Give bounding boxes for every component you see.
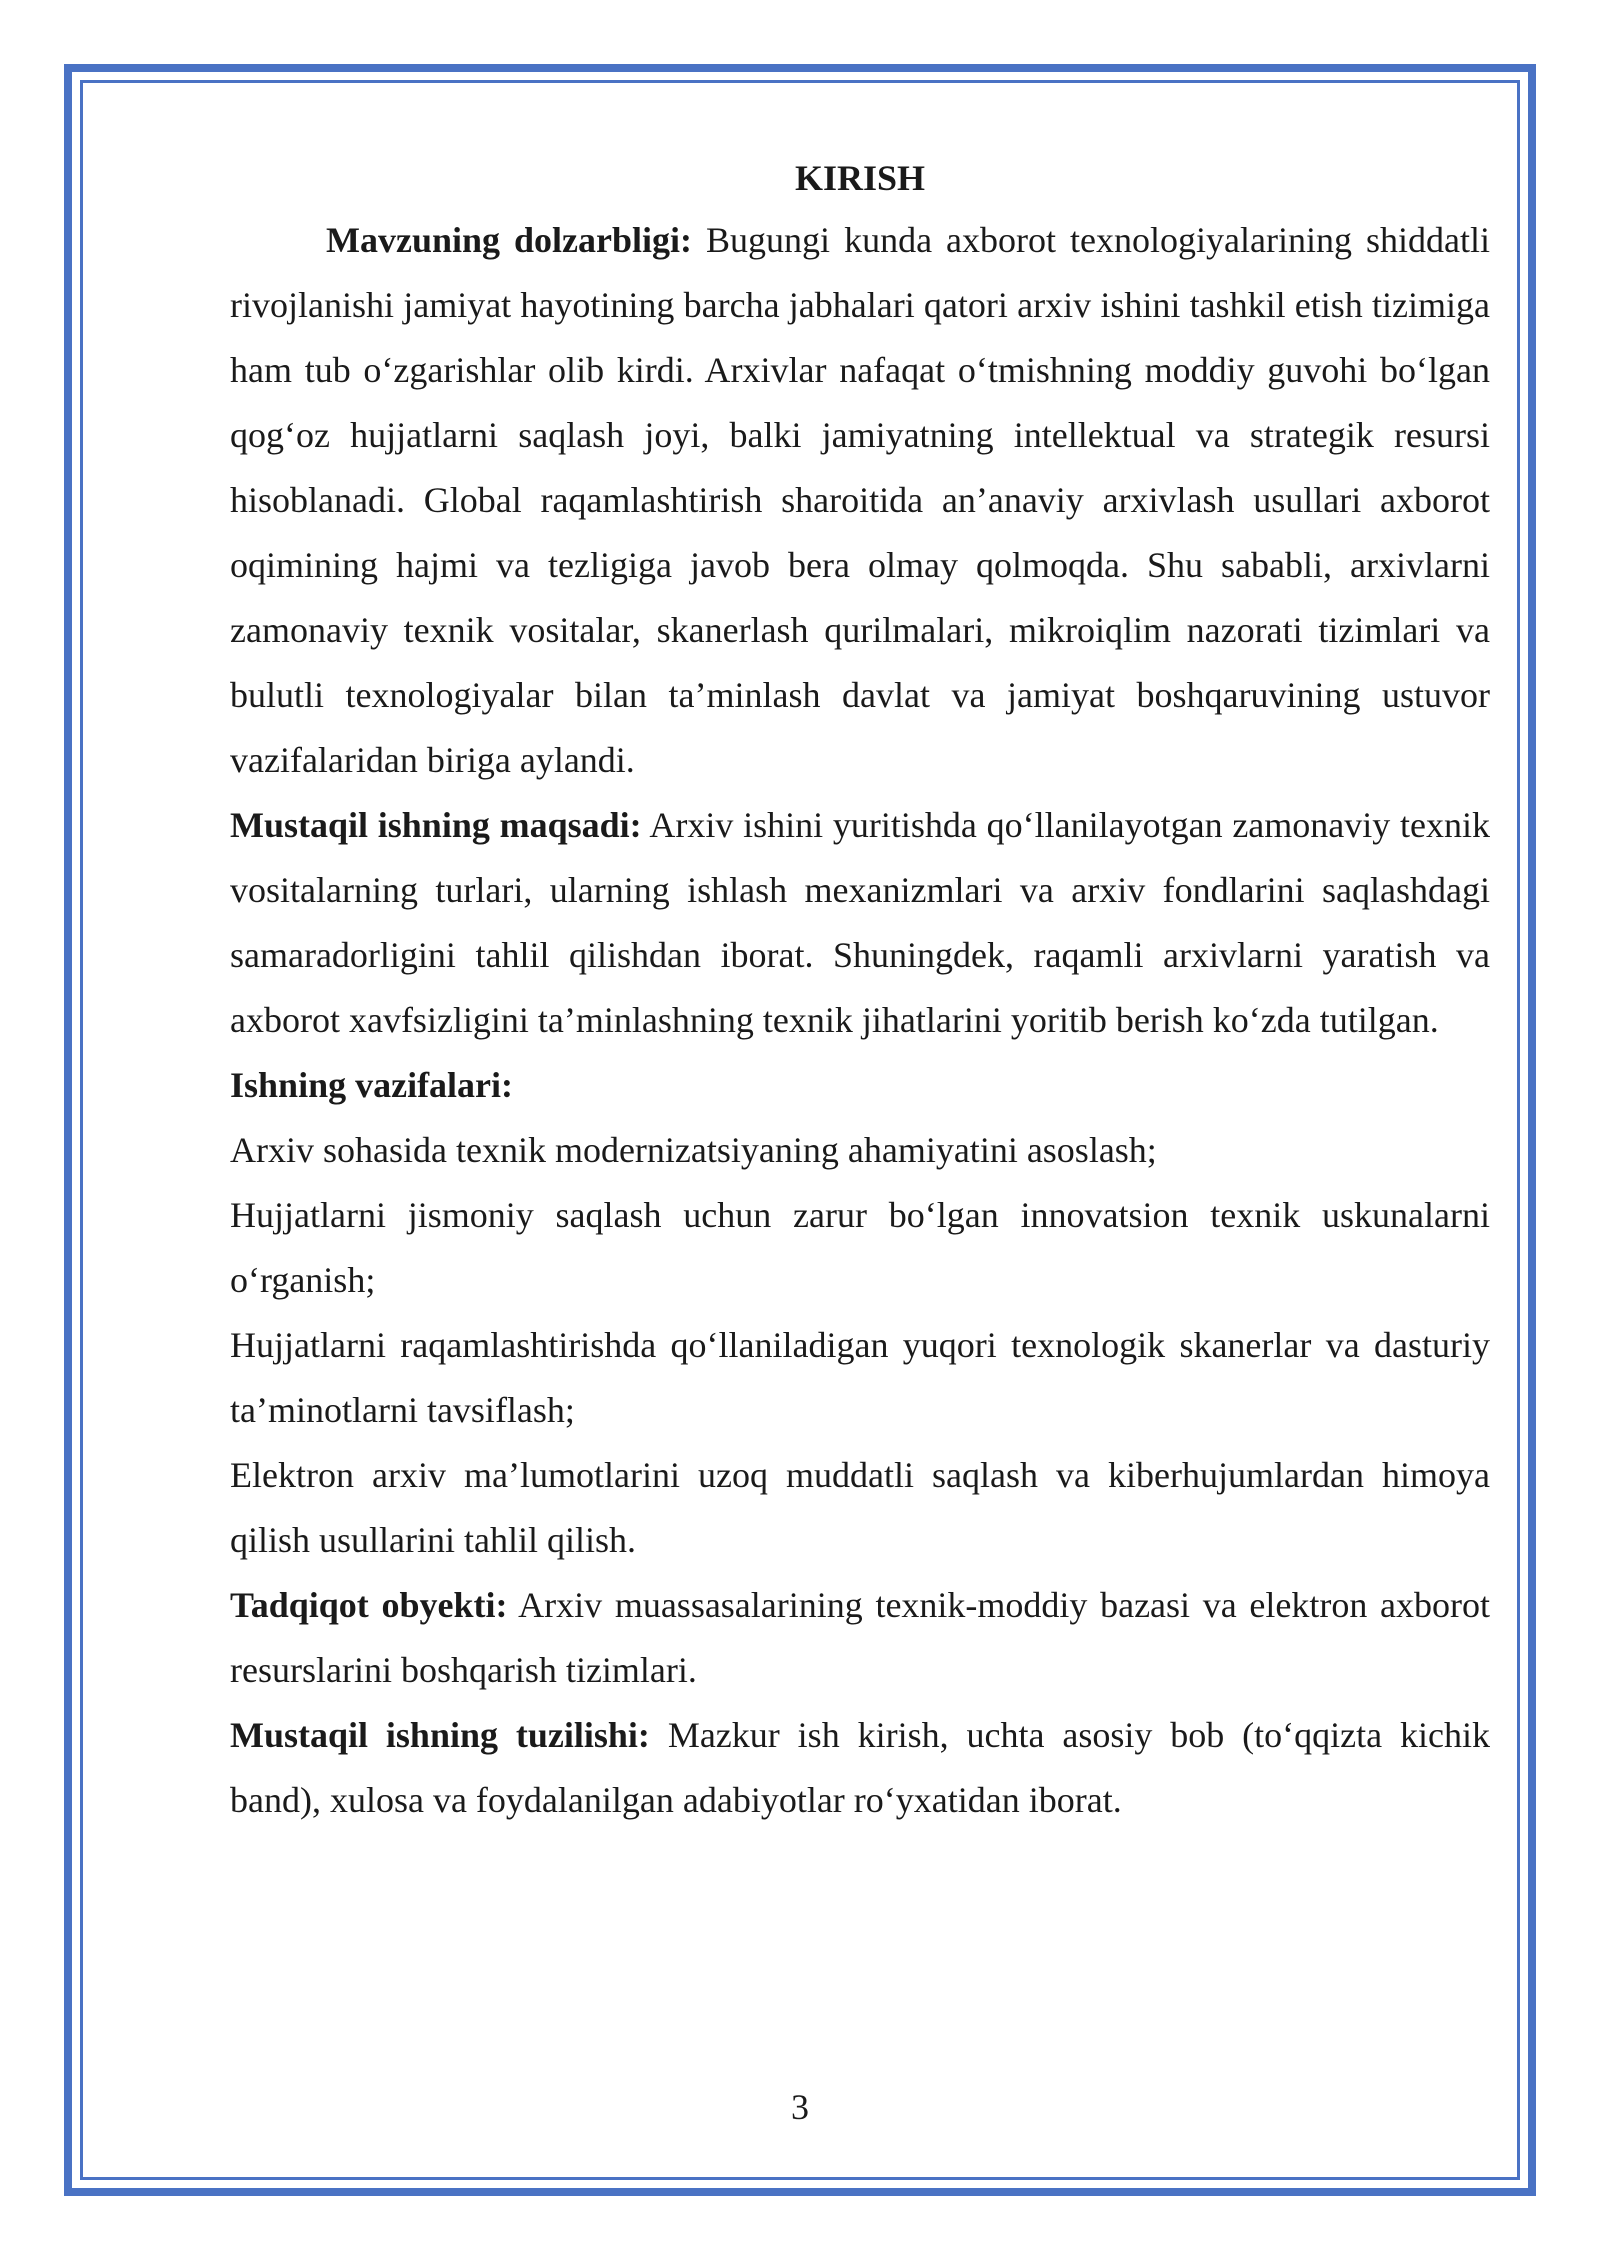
task-item: Elektron arxiv ma’lumotlarini uzoq muddatli saqlash va kiberhujumlardan himoya qilish usullarini tahlil qilish. bbox=[230, 1455, 1490, 1560]
object-label: Tadqiqot obyekti: bbox=[230, 1585, 508, 1625]
relevance-text: Bugungi kunda axborot texnologiyalarining shiddatli rivojlanishi jamiyat hayotining barcha jabhalari qatori arxiv ishini tashkil etish tizimiga ham tub o‘zgarishlar olib kirdi. Arxivlar nafaqat o‘tmishning moddiy guvohi bo‘lgan qog‘oz hujjatlarni saqlash joyi, balki jamiyatning intellektual va strategik resursi hisoblanadi. Global raqamlashtirish sharoitida an’anaviy arxivlash usullari axborot oqimining hajmi va tezligiga javob bera olmay qolmoqda. Shu sababli, arxivlarni zamonaviy texnik vositalar, skanerlash qurilmalari, mikroiqlim nazorati tizimlari va bulutli texnologiyalar bilan ta’minlash davlat va jamiyat boshqaruvining ustuvor vazifalaridan biriga aylandi. bbox=[230, 220, 1490, 780]
goal-text: Arxiv ishini yuritishda qo‘llanilayotgan zamonaviy texnik vositalarning turlari, ularning ishlash mexanizmlari va arxiv fondlarini saqlashdagi samaradorligini tahlil qilishdan iborat. Shuningdek, raqamli arxivlarni yaratish va axborot xavfsizligini ta’minlashning texnik jihatlarini yoritib berish ko‘zda tutilgan. bbox=[230, 805, 1490, 1040]
tasks-heading: Ishning vazifalari: bbox=[230, 1065, 514, 1105]
goal-paragraph bbox=[230, 793, 1490, 1053]
relevance-paragraph bbox=[230, 208, 1490, 793]
relevance-label: Mavzuning dolzarbligi: bbox=[326, 220, 693, 260]
object-paragraph bbox=[230, 1573, 1490, 1703]
goal-label: Mustaqil ishning maqsadi: bbox=[230, 805, 642, 845]
structure-text: Mazkur ish kirish, uchta asosiy bob (to‘qqizta kichik band), xulosa va foydalanilgan adabiyotlar ro‘yxatidan iborat. bbox=[230, 1715, 1490, 1820]
page-number: 3 bbox=[791, 2087, 809, 2127]
structure-paragraph bbox=[230, 1703, 1490, 1833]
document-body bbox=[230, 148, 1490, 1833]
task-item: Hujjatlarni jismoniy saqlash uchun zarur bo‘lgan innovatsion texnik uskunalarni o‘rganish; bbox=[230, 1195, 1490, 1300]
structure-label: Mustaqil ishning tuzilishi: bbox=[230, 1715, 650, 1755]
task-item: Hujjatlarni raqamlashtirishda qo‘llaniladigan yuqori texnologik skanerlar va dasturiy ta’minotlarni tavsiflash; bbox=[230, 1325, 1490, 1430]
object-text: Arxiv muassasalarining texnik-moddiy bazasi va elektron axborot resurslarini boshqarish tizimlari. bbox=[230, 1585, 1490, 1690]
task-item: Arxiv sohasida texnik modernizatsiyaning ahamiyatini asoslash; bbox=[230, 1130, 1157, 1170]
section-heading: KIRISH bbox=[794, 158, 926, 198]
